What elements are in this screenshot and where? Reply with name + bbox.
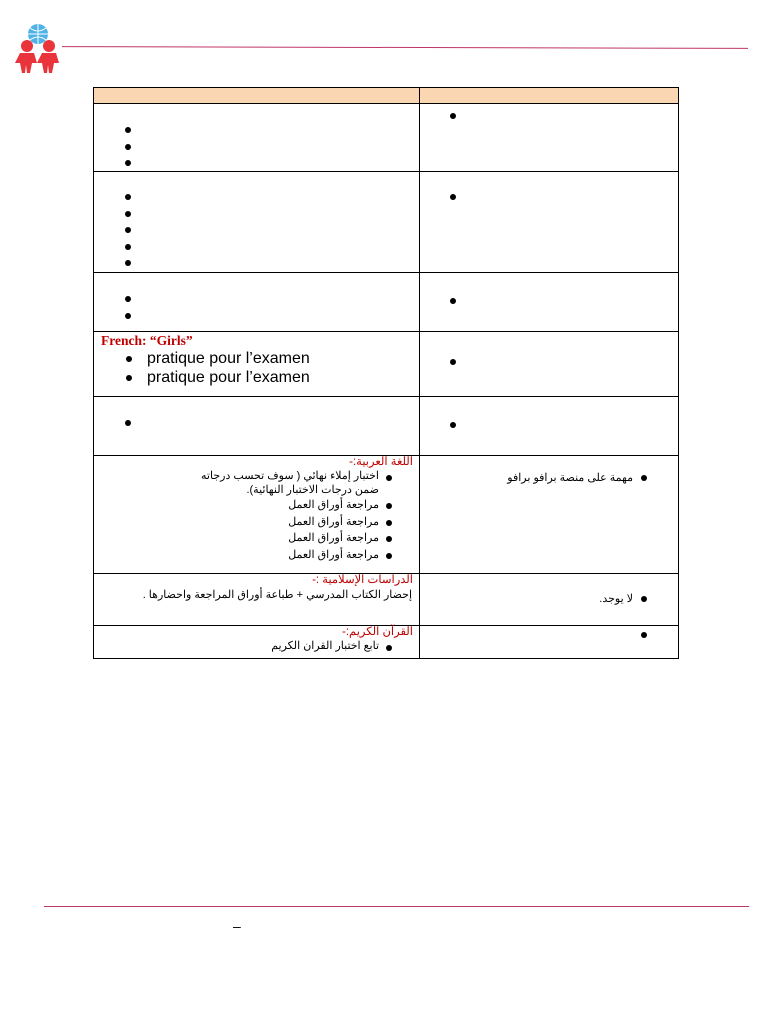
islamic-right-item: لا يوجد.	[420, 591, 678, 607]
list-bullet	[420, 294, 678, 308]
list-bullet	[94, 238, 419, 255]
schedule-table	[93, 87, 679, 659]
row-cell-left	[94, 397, 420, 456]
list-bullet	[94, 154, 419, 171]
table-row	[94, 273, 679, 332]
row-cell-left	[94, 104, 420, 172]
french-cell	[94, 332, 420, 397]
quran-item: تابع اختبار القران الكريم	[94, 639, 419, 654]
table-row	[94, 104, 679, 172]
row-cell-right	[420, 104, 679, 172]
table-row	[94, 456, 679, 574]
islamic-right-cell	[420, 574, 679, 626]
arabic-title: اللغة العربية:-	[349, 456, 413, 468]
quran-title: القرآن الكريم:-	[342, 626, 413, 638]
quran-cell	[94, 626, 420, 659]
islamic-cell	[94, 574, 420, 626]
table-row	[94, 172, 679, 273]
school-logo	[12, 20, 64, 76]
list-bullet	[94, 121, 419, 138]
list-bullet	[420, 627, 678, 641]
arabic-item: اختبار إملاء نهائي ( سوف تحسب درجاته ضمن درجات الاختبار النهائية).	[94, 469, 419, 497]
list-bullet	[94, 290, 419, 307]
arabic-item: مراجعة أوراق العمل	[94, 547, 419, 564]
table-header-row	[94, 88, 679, 104]
header-rule	[62, 46, 748, 49]
list-bullet	[94, 188, 419, 205]
list-bullet	[420, 418, 678, 432]
french-title: French: “Girls”	[101, 333, 193, 348]
islamic-text: إحضار الكتاب المدرسي + طباعة أوراق المراجعة واحضارها .	[142, 589, 412, 601]
header-cell-left	[94, 88, 420, 104]
list-bullet	[94, 307, 419, 324]
islamic-title: الدراسات الإسلامية :-	[312, 574, 413, 586]
french-item: pratique pour l’examen	[94, 368, 419, 387]
list-bullet	[94, 221, 419, 238]
row-cell-right	[420, 273, 679, 332]
arabic-item: مراجعة أوراق العمل	[94, 530, 419, 547]
arabic-item: مراجعة أوراق العمل	[94, 514, 419, 531]
list-bullet	[94, 205, 419, 222]
footer-rule	[44, 906, 749, 907]
arabic-right-cell	[420, 456, 679, 574]
list-bullet	[420, 190, 678, 204]
row-cell-right	[420, 397, 679, 456]
list-bullet	[420, 355, 678, 369]
list-bullet	[420, 109, 678, 123]
list-bullet	[94, 254, 419, 271]
list-bullet	[94, 138, 419, 155]
row-cell-right	[420, 332, 679, 397]
row-cell-left	[94, 273, 420, 332]
table-row	[94, 626, 679, 659]
table-row	[94, 332, 679, 397]
table-row	[94, 397, 679, 456]
row-cell-right	[420, 172, 679, 273]
arabic-cell	[94, 456, 420, 574]
arabic-right-item: مهمة على منصة برافو برافو	[420, 470, 678, 486]
quran-right-cell	[420, 626, 679, 659]
list-bullet	[94, 414, 419, 431]
footer-dash: –	[233, 918, 241, 934]
arabic-item: مراجعة أوراق العمل	[94, 497, 419, 514]
row-cell-left	[94, 172, 420, 273]
table-row	[94, 574, 679, 626]
french-item: pratique pour l’examen	[94, 349, 419, 368]
header-cell-right	[420, 88, 679, 104]
